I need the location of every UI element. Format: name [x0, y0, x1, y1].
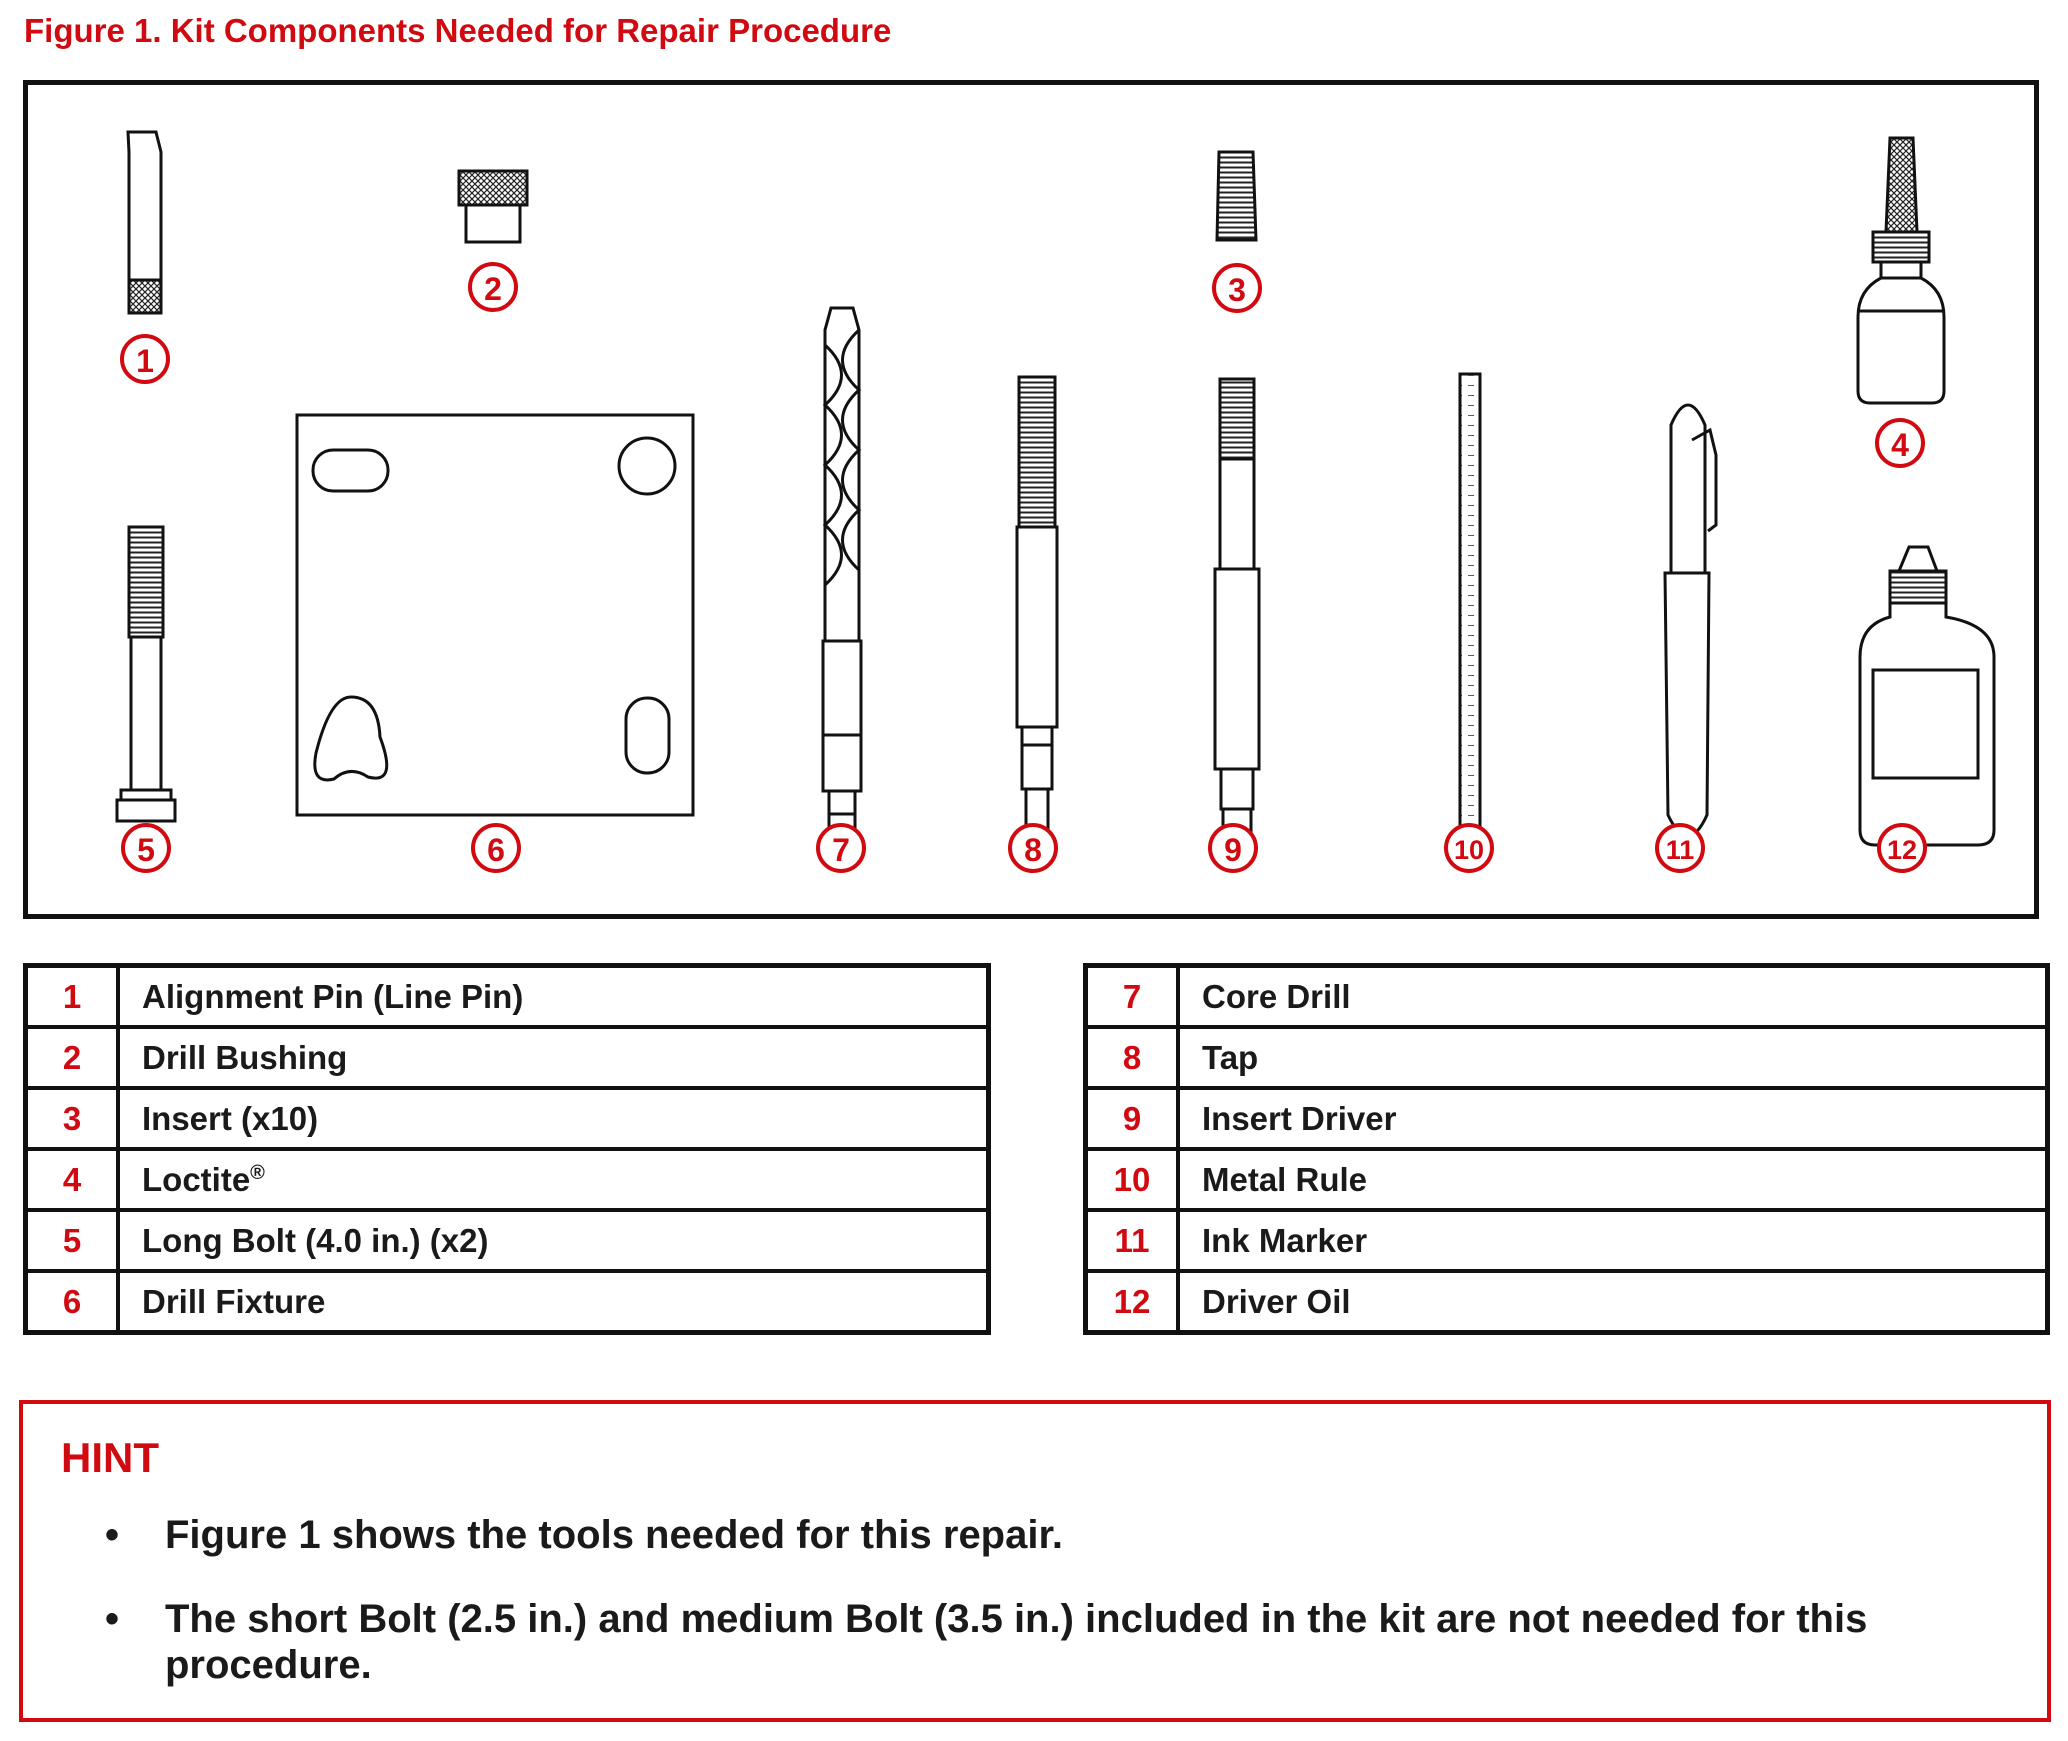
callout-12 [1879, 825, 1925, 871]
table-row [26, 1149, 989, 1210]
callout-3 [1214, 265, 1260, 311]
part-name: Insert Driver [1178, 1088, 2048, 1149]
callout-11 [1657, 825, 1703, 871]
drill-fixture-drawing [297, 415, 693, 815]
hint-list [83, 1512, 1983, 1726]
loctite-bottle-drawing [1858, 138, 1944, 403]
table-row [1086, 1271, 2048, 1333]
table-row [1086, 966, 2048, 1028]
callout-10 [1446, 825, 1492, 871]
callout-8-label: 8 [1024, 832, 1042, 868]
bullet-icon: • [105, 1597, 120, 1641]
kit-components-illustration [28, 85, 2034, 914]
table-row [26, 1210, 989, 1271]
callout-3-label: 3 [1228, 272, 1246, 308]
callout-10-label: 10 [1453, 835, 1485, 865]
callout-6 [473, 825, 519, 871]
callout-7 [818, 825, 864, 871]
part-name: Alignment Pin (Line Pin) [118, 966, 989, 1028]
part-number: 8 [1086, 1027, 1179, 1088]
callout-2 [470, 264, 516, 310]
driver-oil-bottle-drawing [1860, 547, 1994, 845]
part-number: 4 [26, 1149, 119, 1210]
drill-bushing-drawing [459, 171, 527, 242]
bullet-icon: • [105, 1513, 120, 1557]
callout-9 [1210, 825, 1256, 871]
part-number: 10 [1086, 1149, 1179, 1210]
long-bolt-drawing [117, 527, 175, 821]
hint-item [83, 1512, 1983, 1558]
part-name: Ink Marker [1178, 1210, 2048, 1271]
callout-4 [1877, 420, 1923, 466]
callout-1 [122, 336, 168, 382]
parts-table-right [1083, 963, 2050, 1335]
table-row [26, 1027, 989, 1088]
part-number: 11 [1086, 1210, 1179, 1271]
callout-2-label: 2 [484, 271, 502, 307]
part-name: Metal Rule [1178, 1149, 2048, 1210]
callout-4-label: 4 [1891, 427, 1909, 463]
alignment-pin-drawing [128, 132, 161, 313]
part-number: 6 [26, 1271, 119, 1333]
hint-title: HINT [61, 1434, 159, 1481]
table-row [26, 966, 989, 1028]
table-row [1086, 1027, 2048, 1088]
part-name: Drill Bushing [118, 1027, 989, 1088]
callout-12-label: 12 [1886, 835, 1918, 865]
callout-6-label: 6 [487, 832, 505, 868]
callout-5-label: 5 [137, 832, 155, 868]
tap-drawing [1017, 377, 1057, 845]
table-row [26, 1271, 989, 1333]
ink-marker-drawing [1665, 405, 1716, 836]
part-number: 5 [26, 1210, 119, 1271]
part-name: Drill Fixture [118, 1271, 989, 1333]
insert-driver-drawing [1215, 379, 1259, 847]
metal-rule-drawing [1460, 374, 1480, 846]
registered-mark: ® [250, 1161, 265, 1184]
callout-1-label: 1 [136, 343, 154, 379]
table-row [1086, 1210, 2048, 1271]
callout-7-label: 7 [832, 832, 850, 868]
part-name: Driver Oil [1178, 1271, 2048, 1333]
part-number: 9 [1086, 1088, 1179, 1149]
part-name-cell [118, 1149, 989, 1210]
part-name: Tap [1178, 1027, 2048, 1088]
part-number: 3 [26, 1088, 119, 1149]
part-number: 12 [1086, 1271, 1179, 1333]
table-row [1086, 1088, 2048, 1149]
part-name: Core Drill [1178, 966, 2048, 1028]
callout-9-label: 9 [1224, 832, 1242, 868]
hint-box [19, 1400, 2051, 1722]
hint-text: Figure 1 shows the tools needed for this repair. [165, 1513, 1063, 1557]
table-row [26, 1088, 989, 1149]
hint-item [83, 1596, 1983, 1688]
part-name: Insert (x10) [118, 1088, 989, 1149]
parts-table-left [23, 963, 991, 1335]
callout-11-label: 11 [1665, 835, 1695, 865]
part-name: Long Bolt (4.0 in.) (x2) [118, 1210, 989, 1271]
callout-5 [123, 825, 169, 871]
kit-components-figure [23, 80, 2039, 919]
part-name: Loctite [142, 1160, 251, 1198]
callout-8 [1010, 825, 1056, 871]
hint-text: The short Bolt (2.5 in.) and medium Bolt (3.5 in.) included in the kit are not needed for this procedure. [165, 1597, 1868, 1687]
part-number: 1 [26, 966, 119, 1028]
figure-title: Figure 1. Kit Components Needed for Repair Procedure [24, 12, 892, 49]
part-number: 7 [1086, 966, 1179, 1028]
insert-drawing [1217, 152, 1256, 240]
core-drill-drawing [823, 308, 861, 844]
part-number: 2 [26, 1027, 119, 1088]
table-row [1086, 1149, 2048, 1210]
